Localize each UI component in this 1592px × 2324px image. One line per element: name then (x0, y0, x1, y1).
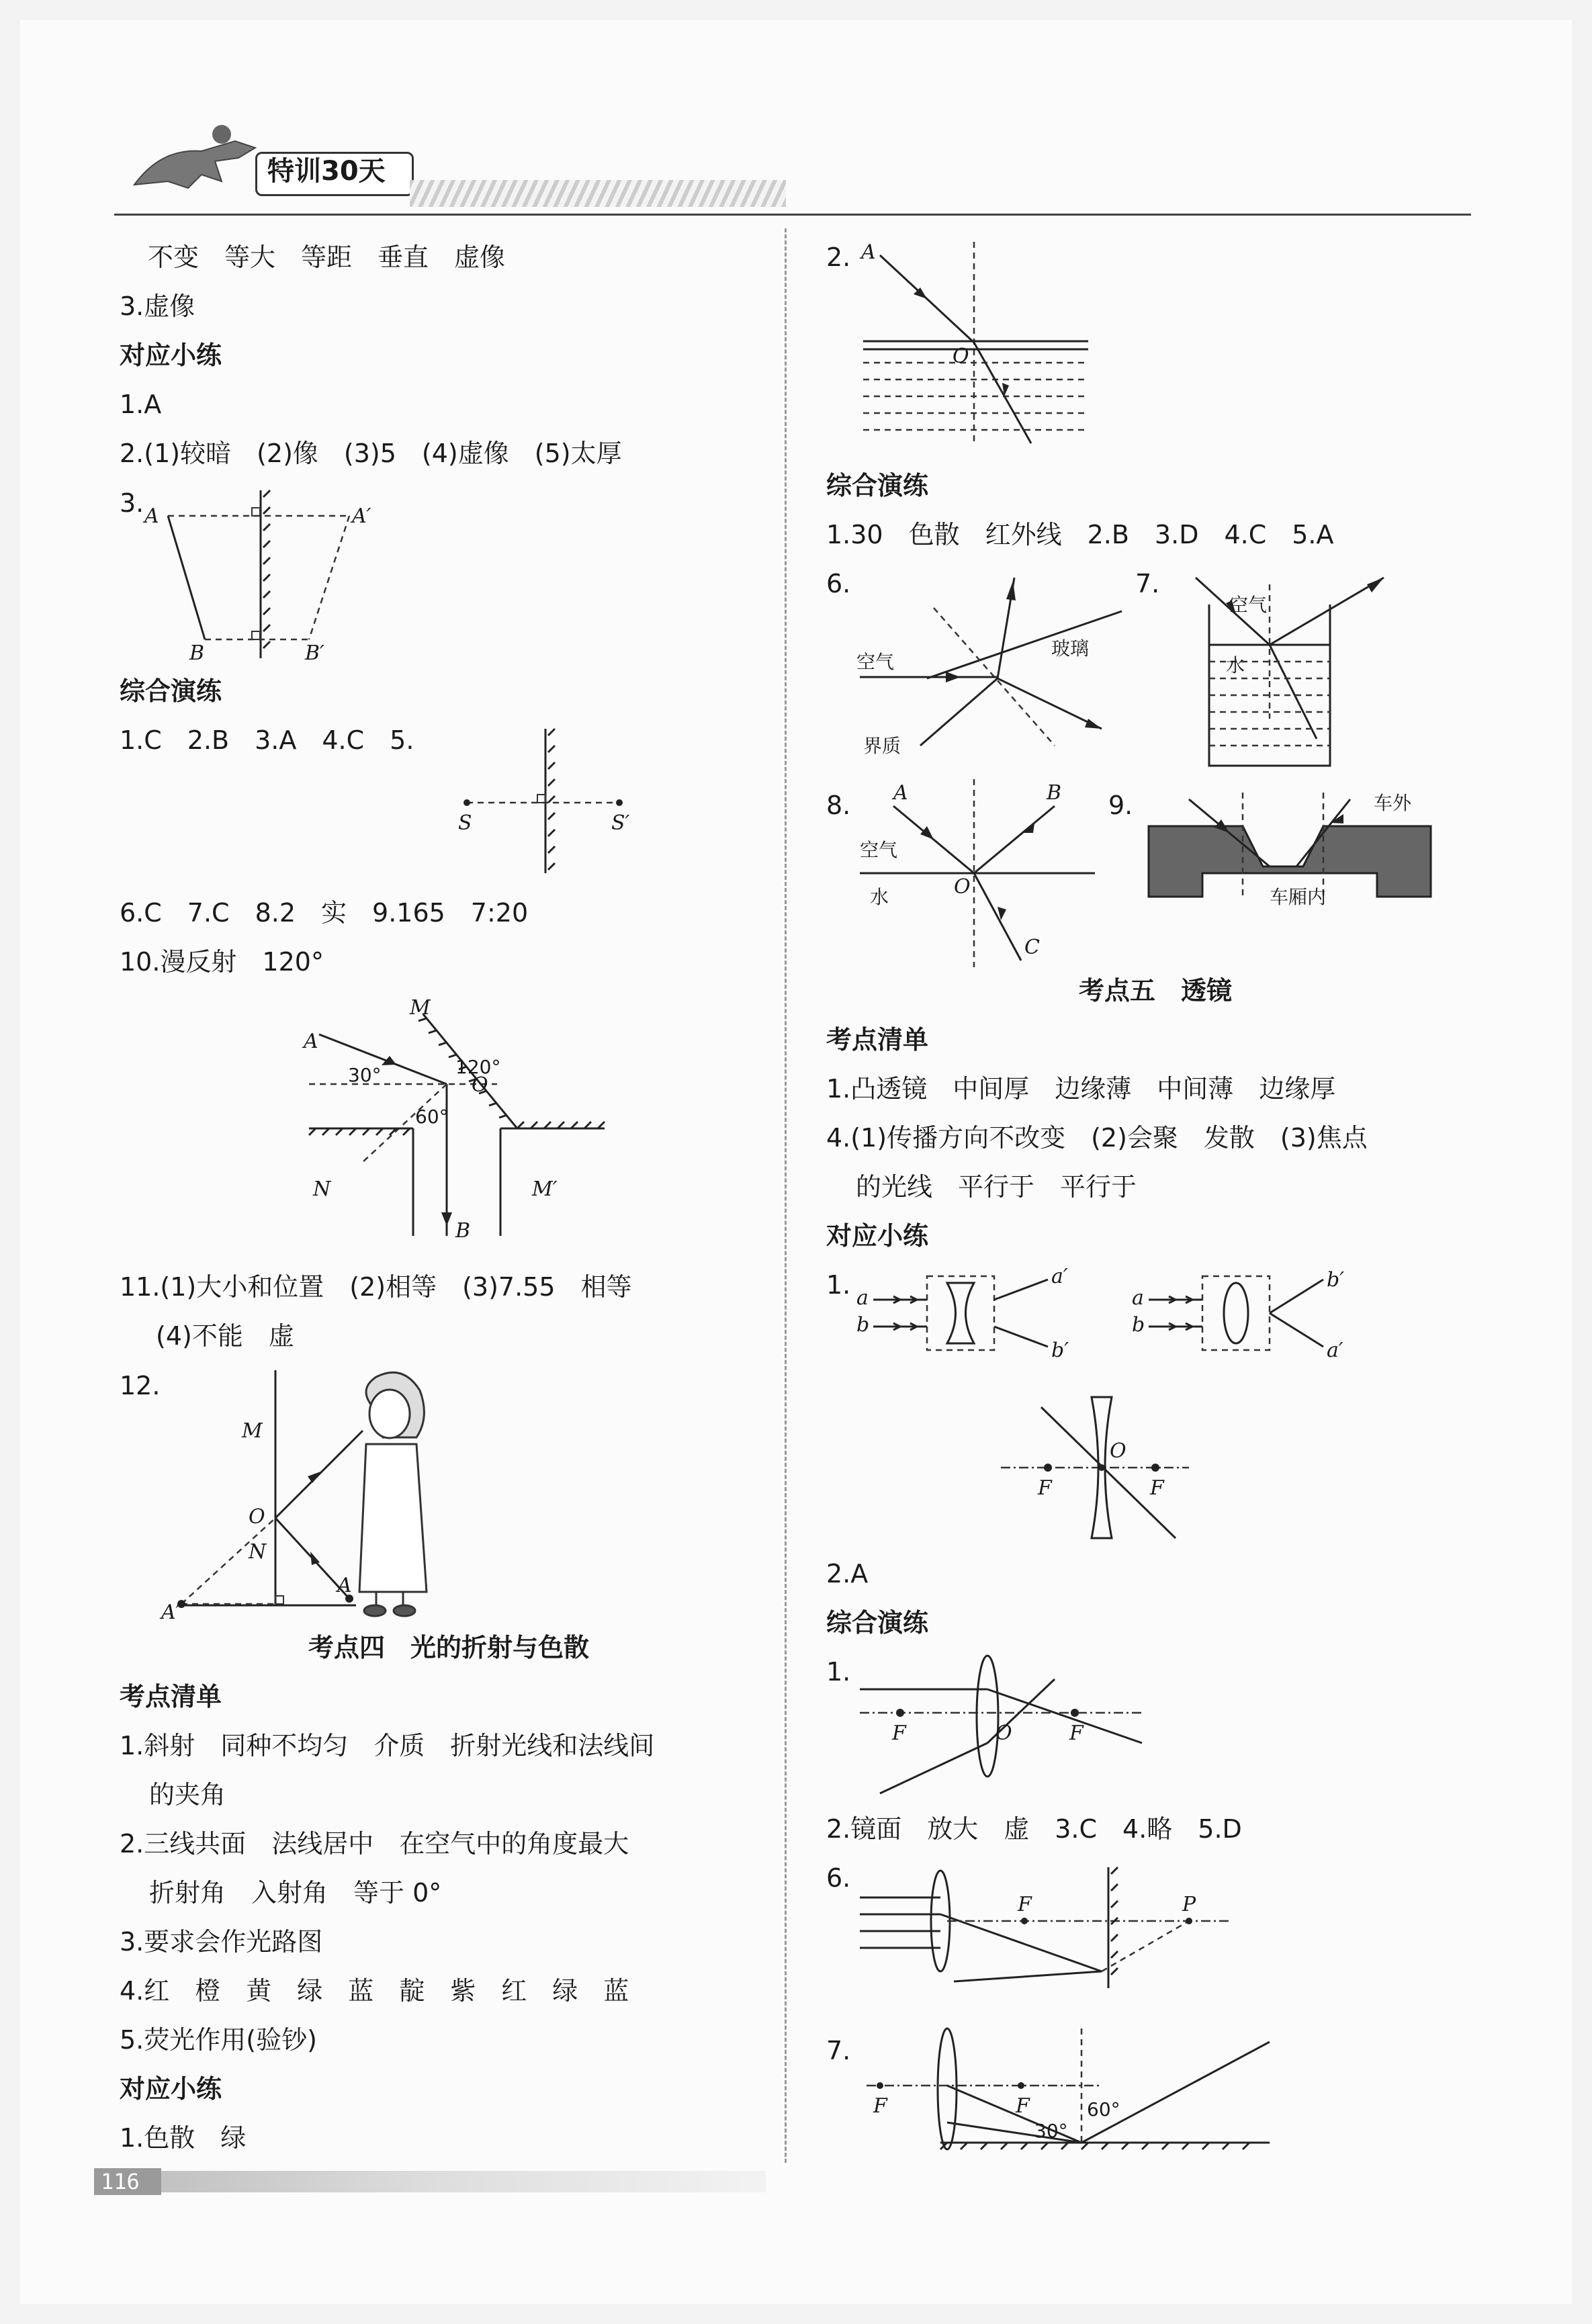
right-line-4: 7. (1135, 569, 1160, 598)
left-q2b: 折射角 入射角 等于 0° (149, 1878, 442, 1908)
header-stripes (410, 180, 786, 207)
diagram-air-glass (853, 564, 1135, 766)
diagram-refraction-water (853, 242, 1108, 457)
diagram-air-water-abc (853, 779, 1108, 974)
label-air: 空气 (860, 839, 898, 861)
left-line-7: 6.C 7.C 8.2 实 9.165 7:20 (120, 898, 529, 928)
left-line-5: 3. (120, 488, 144, 518)
label-f: F (892, 1722, 906, 1745)
label-f: F (1038, 1476, 1052, 1500)
header-runner-logo (121, 121, 275, 202)
left-line-8: 10.漫反射 120° (120, 947, 324, 977)
label-a: A (304, 1030, 318, 1053)
label-water: 水 (870, 886, 889, 908)
left-q3: 3.要求会作光路图 (120, 1927, 323, 1957)
label-air: 空气 (1229, 594, 1268, 616)
label-a-prime: A′ (161, 1601, 181, 1624)
section-5-title: 考点五 透镜 (1078, 976, 1232, 1005)
header-rule (114, 214, 1471, 216)
label-s: S (458, 811, 472, 835)
left-q6: 1.色散 绿 (120, 2123, 247, 2153)
diagram-convex-lens (853, 1652, 1162, 1800)
right-p1: 1.凸透镜 中间厚 边缘薄 中间薄 边缘厚 (826, 1074, 1336, 1104)
column-divider (785, 228, 787, 2163)
label-b: b (1132, 1313, 1145, 1337)
label-water: 水 (1226, 654, 1245, 676)
label-m: M (242, 1419, 263, 1443)
right-p8: 7. (826, 2036, 851, 2065)
label-a: a (856, 1286, 869, 1310)
label-a: A (893, 781, 908, 805)
label-air: 空气 (856, 651, 895, 673)
page (20, 20, 1572, 2304)
left-heading-4: 对应小练 (120, 2074, 222, 2104)
label-n: N (249, 1540, 267, 1564)
diagram-point-source-image (450, 725, 665, 880)
label-b-prime: b′ (1051, 1339, 1069, 1362)
label-b: B (189, 641, 205, 665)
label-p: P (1182, 1893, 1196, 1916)
footer-bar (94, 2171, 766, 2192)
header-badge-text: 特训30天 (267, 156, 386, 187)
right-p3: 1. (826, 1270, 851, 1300)
diagram-car-window (1135, 779, 1444, 913)
label-f: F (873, 2094, 887, 2118)
label-interface: 界质 (863, 735, 901, 757)
label-a-prime: a′ (1051, 1265, 1068, 1288)
left-q4: 4.红 橙 黄 绿 蓝 靛 紫 红 绿 蓝 (120, 1976, 629, 2006)
label-a: A (337, 1574, 352, 1597)
diagram-mirror-ab (141, 484, 396, 665)
label-a: a (1132, 1286, 1144, 1310)
right-line-3: 6. (826, 569, 851, 598)
left-line-4: 2.(1)较暗 (2)像 (3)5 (4)虚像 (5)太厚 (120, 439, 622, 468)
left-heading-2: 综合演练 (120, 676, 222, 706)
label-o: O (249, 1505, 265, 1529)
left-q1: 1.斜射 同种不均匀 介质 折射光线和法线间 (120, 1731, 655, 1760)
right-p7: 6. (826, 1863, 851, 1893)
label-o: O (472, 1073, 488, 1097)
label-f: F (1069, 1722, 1084, 1745)
label-b-prime: b′ (1327, 1268, 1345, 1292)
diagram-girl-mirror (161, 1364, 470, 1624)
label-30deg: 30° (348, 1064, 382, 1086)
left-line-6: 1.C 2.B 3.A 4.C 5. (120, 725, 414, 755)
label-o: O (996, 1722, 1012, 1745)
label-n: N (313, 1177, 331, 1201)
left-line-9: 11.(1)大小和位置 (2)相等 (3)7.55 相等 (120, 1272, 632, 1302)
girl-figure (359, 1372, 427, 1616)
left-heading-1: 对应小练 (120, 341, 222, 370)
label-120deg: 120° (455, 1056, 501, 1078)
label-o: O (953, 345, 969, 368)
left-line-1: 不变 等大 等距 垂直 虚像 (148, 242, 506, 272)
label-b-prime: B′ (305, 641, 324, 665)
right-p5: 1. (826, 1657, 851, 1687)
left-line-3: 1.A (120, 390, 162, 419)
label-30deg: 30° (1034, 2120, 1068, 2142)
right-heading-2: 考点清单 (826, 1025, 929, 1055)
label-car-in: 车厢内 (1270, 886, 1327, 908)
right-heading-3: 对应小练 (826, 1221, 929, 1251)
label-f: F (1150, 1476, 1164, 1500)
label-a-prime: A′ (352, 504, 371, 528)
section-4-title: 考点四 光的折射与色散 (308, 1633, 589, 1662)
label-60deg: 60° (415, 1106, 449, 1128)
right-line-1: 2. (826, 242, 851, 272)
label-f: F (1018, 1893, 1032, 1916)
right-line-6: 9. (1108, 791, 1133, 820)
diagram-lens-mirror-p (853, 1861, 1243, 1995)
right-p2b: 的光线 平行于 平行于 (856, 1172, 1137, 1202)
diagram-diffuse-reflection (296, 994, 618, 1256)
label-m: M (410, 996, 431, 1020)
left-heading-3: 考点清单 (120, 1682, 222, 1711)
label-f: F (1016, 2094, 1030, 2118)
right-heading-1: 综合演练 (826, 471, 929, 500)
left-line-11: 12. (120, 1371, 161, 1400)
label-a-prime: a′ (1327, 1339, 1343, 1362)
label-m-prime: M′ (532, 1177, 558, 1201)
label-b: B (1047, 781, 1062, 805)
right-p2: 4.(1)传播方向不改变 (2)会聚 发散 (3)焦点 (826, 1123, 1368, 1153)
right-p4: 2.A (826, 1559, 869, 1589)
right-line-2: 1.30 色散 红外线 2.B 3.D 4.C 5.A (826, 520, 1334, 549)
label-b: b (856, 1313, 870, 1337)
diagram-lens-boxes (846, 1263, 1370, 1552)
label-a: A (861, 240, 876, 264)
page-number: 116 (101, 2169, 140, 2194)
right-p6: 2.镜面 放大 虚 3.C 4.略 5.D (826, 1814, 1242, 1844)
label-b: B (455, 1219, 471, 1243)
left-line-10: (4)不能 虚 (156, 1321, 294, 1351)
right-heading-4: 综合演练 (826, 1608, 929, 1638)
label-c: C (1024, 936, 1040, 959)
label-60deg: 60° (1087, 2098, 1120, 2120)
label-o: O (1110, 1439, 1126, 1463)
left-q5: 5.荧光作用(验钞) (120, 2025, 317, 2055)
label-glass: 玻璃 (1051, 637, 1090, 660)
right-line-5: 8. (826, 791, 851, 820)
diagram-lens-ground-mirror (853, 2022, 1283, 2163)
label-a: A (144, 504, 159, 528)
left-q1b: 的夹角 (149, 1780, 226, 1809)
left-line-2: 3.虚像 (120, 292, 195, 321)
diagram-beaker (1162, 564, 1431, 772)
label-s-prime: S′ (611, 811, 630, 835)
label-car-out: 车外 (1374, 792, 1412, 814)
left-q2: 2.三线共面 法线居中 在空气中的角度最大 (120, 1829, 629, 1859)
label-o: O (954, 875, 971, 899)
